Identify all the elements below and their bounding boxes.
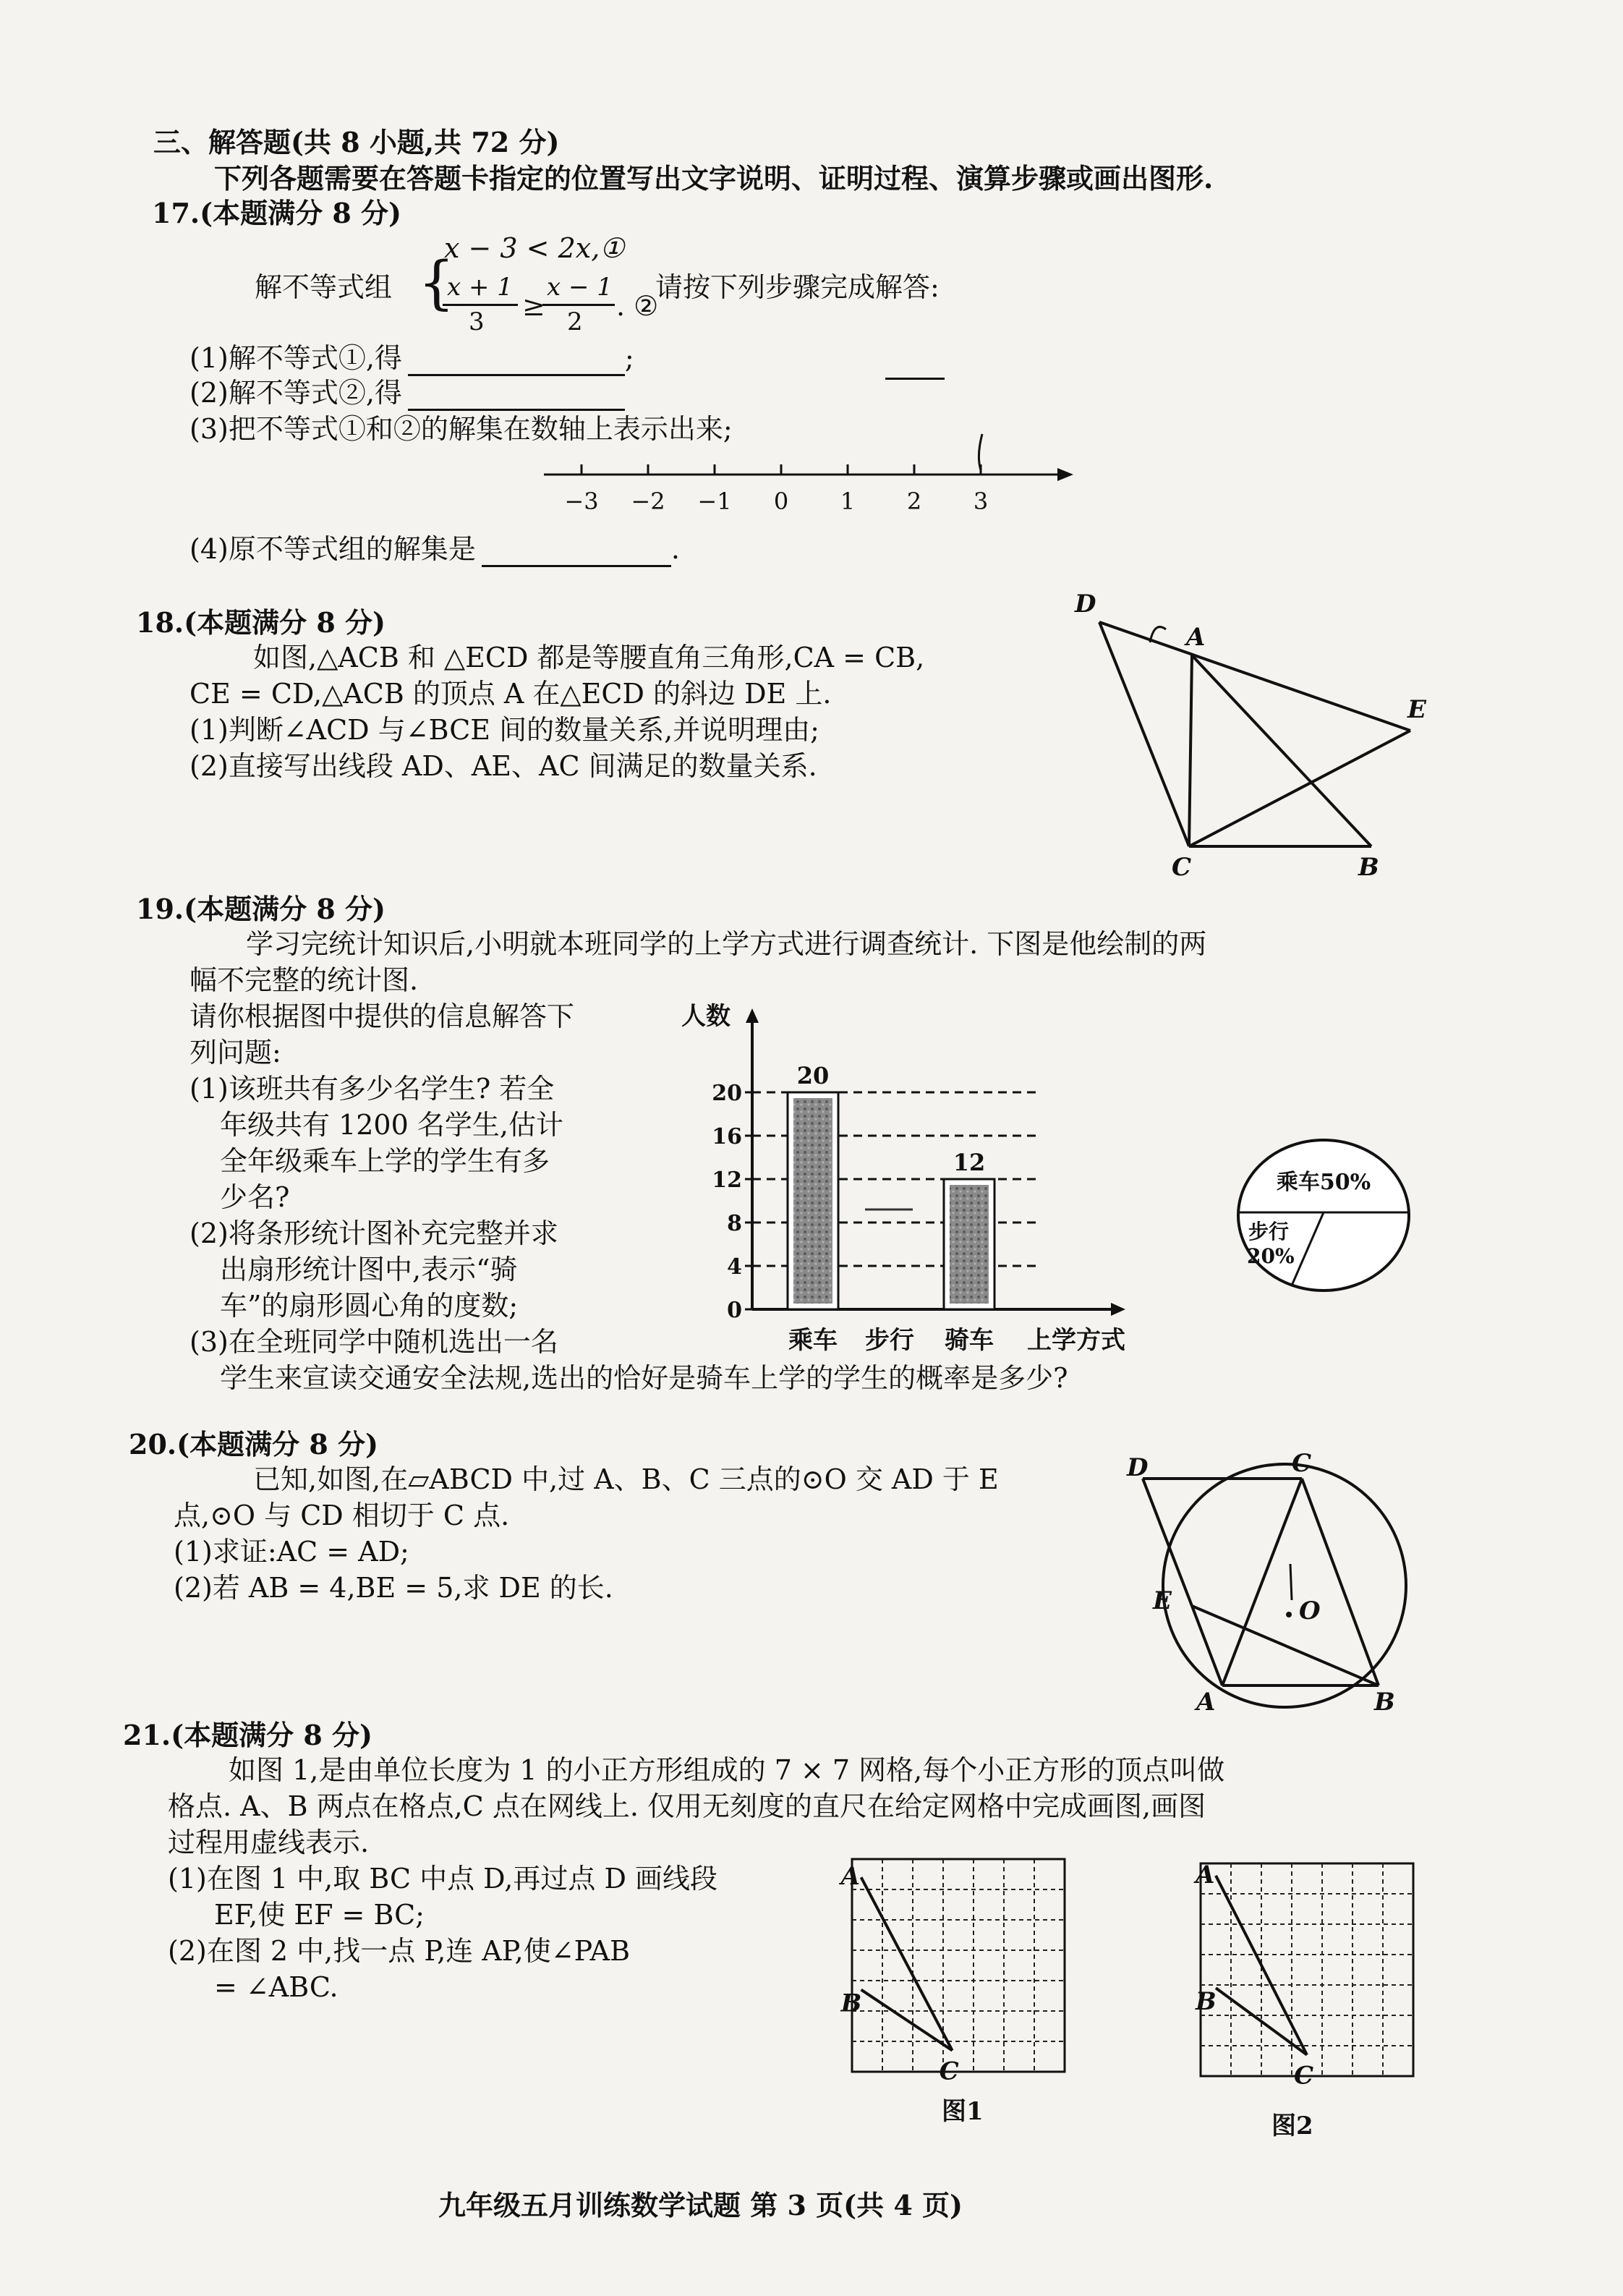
- q17-frac2-den: 2: [567, 307, 583, 336]
- segment-ac: [861, 1877, 953, 2050]
- q18-point-d: D: [1075, 590, 1096, 618]
- q18-line2: CE = CD,△ACB 的顶点 A 在△ECD 的斜边 DE 上.: [189, 678, 832, 710]
- bar-data-label: 20: [796, 1062, 830, 1089]
- grid-point-c: C: [1294, 2061, 1314, 2091]
- q17-step1: (1)解不等式①,得 ;: [189, 340, 634, 376]
- q17-brace: {: [418, 249, 455, 316]
- q18-header: 18.(本题满分 8 分): [136, 606, 385, 639]
- segment-bc: [1216, 1988, 1307, 2054]
- q20-point-o: O: [1299, 1596, 1321, 1625]
- grid-point-b: B: [1196, 1987, 1217, 2017]
- q17-ineq2-tail: . ②: [616, 290, 659, 322]
- q18-line1: 如图,△ACB 和 △ECD 都是等腰直角三角形,CA = CB,: [253, 642, 925, 673]
- q19-line1: 学习完统计知识后,小明就本班同学的上学方式进行调查统计. 下图是他绘制的两: [246, 928, 1207, 960]
- grid-point-a: A: [840, 1862, 860, 1892]
- section-instruction: 下列各题需要在答题卡指定的位置写出文字说明、证明过程、演算步骤或画出图形.: [214, 162, 1214, 195]
- section-title: 三、解答题(共 8 小题,共 72 分): [153, 126, 560, 158]
- number-line-label: 1: [840, 488, 856, 515]
- y-tick-label: 4: [727, 1254, 742, 1280]
- grid-border: [852, 1859, 1065, 2072]
- number-line-label: 0: [773, 488, 789, 515]
- q17-step4: (4)原不等式组的解集是 .: [189, 531, 680, 567]
- pie-label-walk: 步行: [1248, 1220, 1290, 1243]
- pie-label-ride: 乘车50%: [1276, 1170, 1371, 1195]
- segment-bc: [861, 1990, 953, 2051]
- y-tick-label: 12: [712, 1168, 742, 1193]
- x-category-label: 乘车: [788, 1326, 838, 1355]
- segment-ac: [1216, 1876, 1307, 2055]
- y-tick-label: 0: [727, 1298, 742, 1323]
- q18-point-a: A: [1186, 623, 1206, 652]
- q20-line4: (2)若 AB = 4,BE = 5,求 DE 的长.: [174, 1572, 613, 1604]
- number-line-label: 3: [973, 488, 989, 515]
- q21-line2: 格点. A、B 两点在格点,C 点在网线上. 仅用无刻度的直尺在给定网格中完成画图,画图: [168, 1790, 1206, 1822]
- q17-frac1-num: x + 1: [447, 273, 513, 302]
- number-line-label: −1: [697, 488, 732, 515]
- q20-point-e: E: [1153, 1586, 1172, 1615]
- x-category-label: 步行: [865, 1326, 914, 1355]
- pie-label-walk-pct: 20%: [1247, 1244, 1295, 1268]
- q20-point-b: B: [1374, 1688, 1395, 1717]
- y-tick-label: 8: [727, 1211, 742, 1236]
- q19-line4: 列问题:: [189, 1037, 281, 1068]
- y-tick-label: 16: [712, 1124, 742, 1149]
- q18-line3: (1)判断∠ACD 与∠BCE 间的数量关系,并说明理由;: [189, 714, 819, 746]
- q19-line9: (2)将条形统计图补充完整并求: [189, 1217, 558, 1249]
- q17-after: 请按下列步骤完成解答:: [655, 271, 940, 303]
- q21-fig2-caption: 图2: [1271, 2112, 1313, 2140]
- x-category-label: 骑车: [945, 1326, 994, 1355]
- grid-border: [1201, 1863, 1413, 2076]
- q19-line10: 出扇形统计图中,表示“骑: [220, 1254, 518, 1285]
- q20-header: 20.(本题满分 8 分): [129, 1428, 378, 1460]
- number-line-label: −3: [564, 488, 599, 515]
- q18-line4: (2)直接写出线段 AD、AE、AC 间满足的数量关系.: [189, 750, 817, 782]
- q20-line3: (1)求证:AC = AD;: [174, 1536, 409, 1568]
- q20-point-a: A: [1196, 1688, 1216, 1717]
- q19-line13: 学生来宣读交通安全法规,选出的恰好是骑车上学的学生的概率是多少?: [220, 1362, 1068, 1394]
- q17-header: 17.(本题满分 8 分): [152, 197, 401, 229]
- q19-line8: 少名?: [220, 1181, 290, 1213]
- grid-point-c: C: [939, 2057, 959, 2086]
- q21-line5: EF,使 EF = BC;: [214, 1899, 425, 1931]
- q19-line11: 车”的扇形圆心角的度数;: [220, 1290, 519, 1322]
- page-footer: 九年级五月训练数学试题 第 3 页(共 4 页): [438, 2189, 963, 2221]
- q20-line2: 点,⊙O 与 CD 相切于 C 点.: [174, 1500, 510, 1531]
- q21-line1: 如图 1,是由单位长度为 1 的小正方形组成的 7 × 7 网格,每个小正方形的顶点叫做: [229, 1754, 1225, 1786]
- q18-point-c: C: [1172, 853, 1192, 882]
- q17-ineq2-rel: ≥: [522, 290, 545, 322]
- q21-line4: (1)在图 1 中,取 BC 中点 D,再过点 D 画线段: [168, 1863, 718, 1895]
- q20-line1: 已知,如图,在▱ABCD 中,过 A、B、C 三点的⊙O 交 AD 于 E: [253, 1463, 999, 1495]
- q21-fig1-caption: 图1: [942, 2097, 984, 2126]
- grid-point-b: B: [840, 1989, 862, 2018]
- bar-data-label: 12: [953, 1149, 986, 1176]
- grid-point-a: A: [1196, 1860, 1215, 1889]
- number-line-label: 2: [906, 488, 922, 515]
- q19-line2: 幅不完整的统计图.: [189, 964, 419, 996]
- q17-step3: (3)把不等式①和②的解集在数轴上表示出来;: [189, 413, 733, 445]
- q17-frac2-num: x − 1: [547, 273, 613, 302]
- q18-point-e: E: [1407, 695, 1426, 724]
- q20-point-d: D: [1127, 1453, 1149, 1482]
- x-axis-label: 上学方式: [1027, 1326, 1125, 1355]
- q19-line12: (3)在全班同学中随机选出一名: [189, 1326, 558, 1358]
- y-axis-label: 人数: [681, 1002, 730, 1031]
- q21-header: 21.(本题满分 8 分): [123, 1719, 372, 1751]
- q19-line3: 请你根据图中提供的信息解答下: [189, 1000, 575, 1032]
- q19-line5: (1)该班共有多少名学生? 若全: [189, 1073, 555, 1105]
- q17-frac1-den: 3: [469, 307, 485, 336]
- q21-line3: 过程用虚线表示.: [168, 1827, 370, 1858]
- q19-line7: 全年级乘车上学的学生有多: [220, 1145, 550, 1177]
- number-line-label: −2: [631, 488, 665, 515]
- q21-line7: = ∠ABC.: [214, 1971, 338, 2003]
- q18-point-b: B: [1358, 853, 1379, 882]
- q17-lead: 解不等式组: [255, 271, 393, 303]
- q20-point-c: C: [1292, 1449, 1312, 1478]
- q21-line6: (2)在图 2 中,找一点 P,连 AP,使∠PAB: [168, 1935, 631, 1967]
- q19-header: 19.(本题满分 8 分): [136, 893, 385, 925]
- q17-ineq1: x − 3 < 2x,①: [444, 232, 625, 264]
- q17-step2: (2)解不等式②,得: [189, 375, 625, 411]
- q19-line6: 年级共有 1200 名学生,估计: [220, 1109, 563, 1141]
- y-tick-label: 20: [712, 1081, 742, 1106]
